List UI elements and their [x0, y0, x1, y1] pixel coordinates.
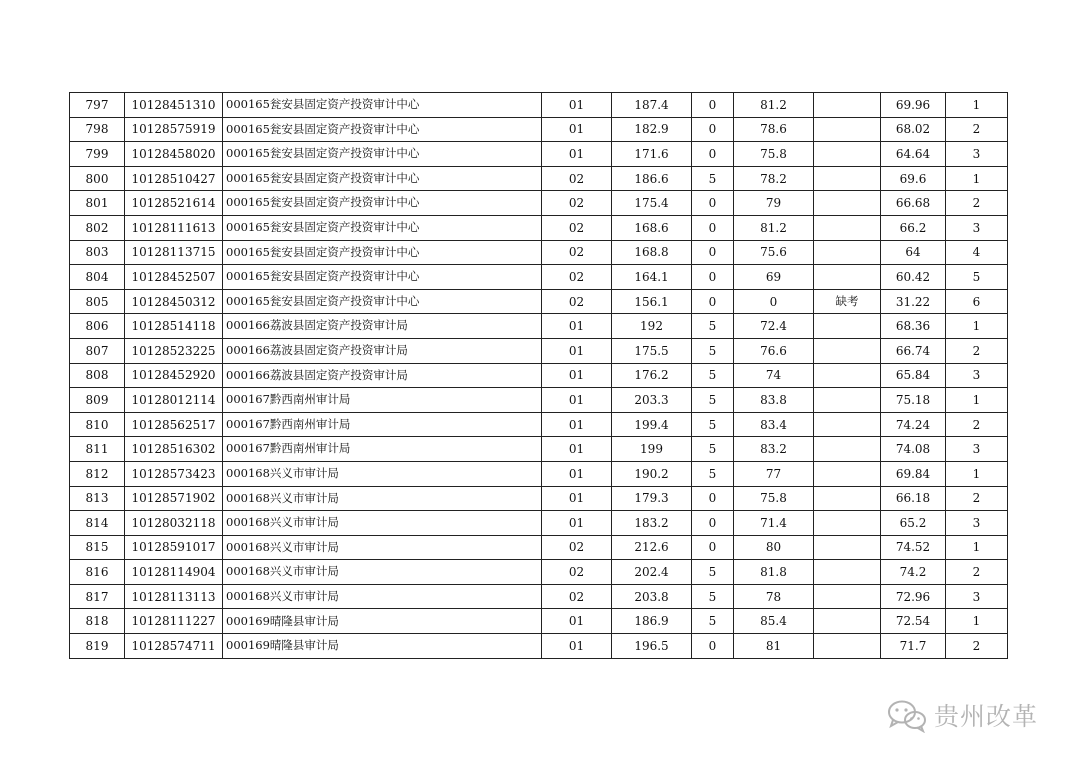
exam-id-cell: 10128451310: [125, 93, 223, 118]
position-code-cell: 01: [542, 93, 612, 118]
written-score-cell: 168.6: [612, 215, 692, 240]
exam-id-cell: 10128450312: [125, 289, 223, 314]
rank-cell: 3: [946, 437, 1008, 462]
unit-cell: 000165瓮安县固定资产投资审计中心: [223, 240, 542, 265]
note-cell: [814, 634, 881, 659]
unit-cell: 000167黔西南州审计局: [223, 437, 542, 462]
unit-cell: 000165瓮安县固定资产投资审计中心: [223, 289, 542, 314]
bonus-cell: 0: [692, 486, 734, 511]
bonus-cell: 0: [692, 535, 734, 560]
rank-cell: 5: [946, 265, 1008, 290]
note-cell: [814, 437, 881, 462]
interview-score-cell: 72.4: [734, 314, 814, 339]
bonus-cell: 5: [692, 388, 734, 413]
note-cell: [814, 215, 881, 240]
serial-cell: 802: [70, 215, 125, 240]
rank-cell: 2: [946, 560, 1008, 585]
total-score-cell: 71.7: [881, 634, 946, 659]
interview-score-cell: 78.6: [734, 117, 814, 142]
written-score-cell: 212.6: [612, 535, 692, 560]
bonus-cell: 5: [692, 584, 734, 609]
position-code-cell: 01: [542, 609, 612, 634]
note-cell: [814, 117, 881, 142]
serial-cell: 811: [70, 437, 125, 462]
bonus-cell: 5: [692, 609, 734, 634]
rank-cell: 3: [946, 584, 1008, 609]
written-score-cell: 186.9: [612, 609, 692, 634]
exam-id-cell: 10128571902: [125, 486, 223, 511]
exam-id-cell: 10128514118: [125, 314, 223, 339]
table-row: [70, 363, 1008, 388]
table-row: [70, 535, 1008, 560]
rank-cell: 3: [946, 215, 1008, 240]
total-score-cell: 74.52: [881, 535, 946, 560]
exam-id-cell: 10128012114: [125, 388, 223, 413]
exam-id-cell: 10128452507: [125, 265, 223, 290]
unit-cell: 000165瓮安县固定资产投资审计中心: [223, 93, 542, 118]
written-score-cell: 186.6: [612, 166, 692, 191]
serial-cell: 806: [70, 314, 125, 339]
exam-id-cell: 10128111613: [125, 215, 223, 240]
table-row: [70, 289, 1008, 314]
exam-id-cell: 10128516302: [125, 437, 223, 462]
position-code-cell: 01: [542, 461, 612, 486]
serial-cell: 815: [70, 535, 125, 560]
exam-id-cell: 10128591017: [125, 535, 223, 560]
position-code-cell: 02: [542, 535, 612, 560]
bonus-cell: 0: [692, 191, 734, 216]
score-table: [69, 92, 1008, 659]
interview-score-cell: 85.4: [734, 609, 814, 634]
table-row: [70, 560, 1008, 585]
position-code-cell: 02: [542, 584, 612, 609]
exam-id-cell: 10128510427: [125, 166, 223, 191]
table-row: [70, 461, 1008, 486]
bonus-cell: 5: [692, 338, 734, 363]
exam-id-cell: 10128521614: [125, 191, 223, 216]
interview-score-cell: 81.8: [734, 560, 814, 585]
total-score-cell: 68.02: [881, 117, 946, 142]
position-code-cell: 01: [542, 437, 612, 462]
note-cell: [814, 535, 881, 560]
rank-cell: 3: [946, 363, 1008, 388]
total-score-cell: 65.84: [881, 363, 946, 388]
written-score-cell: 171.6: [612, 142, 692, 167]
unit-cell: 000168兴义市审计局: [223, 486, 542, 511]
table-row: [70, 511, 1008, 536]
exam-id-cell: 10128113715: [125, 240, 223, 265]
position-code-cell: 02: [542, 289, 612, 314]
note-cell: [814, 240, 881, 265]
unit-cell: 000166荔波县固定资产投资审计局: [223, 338, 542, 363]
table-row: [70, 265, 1008, 290]
bonus-cell: 0: [692, 289, 734, 314]
note-cell: [814, 265, 881, 290]
interview-score-cell: 83.2: [734, 437, 814, 462]
interview-score-cell: 71.4: [734, 511, 814, 536]
bonus-cell: 5: [692, 461, 734, 486]
note-cell: [814, 584, 881, 609]
total-score-cell: 74.24: [881, 412, 946, 437]
position-code-cell: 01: [542, 388, 612, 413]
note-cell: [814, 338, 881, 363]
written-score-cell: 168.8: [612, 240, 692, 265]
written-score-cell: 175.5: [612, 338, 692, 363]
bonus-cell: 5: [692, 437, 734, 462]
table-row: [70, 93, 1008, 118]
written-score-cell: 199: [612, 437, 692, 462]
watermark: [886, 698, 1038, 734]
position-code-cell: 02: [542, 560, 612, 585]
position-code-cell: 02: [542, 191, 612, 216]
total-score-cell: 72.96: [881, 584, 946, 609]
unit-cell: 000165瓮安县固定资产投资审计中心: [223, 166, 542, 191]
note-cell: [814, 560, 881, 585]
written-score-cell: 179.3: [612, 486, 692, 511]
exam-id-cell: 10128562517: [125, 412, 223, 437]
unit-cell: 000166荔波县固定资产投资审计局: [223, 363, 542, 388]
written-score-cell: 190.2: [612, 461, 692, 486]
position-code-cell: 01: [542, 117, 612, 142]
position-code-cell: 01: [542, 511, 612, 536]
note-cell: [814, 93, 881, 118]
note-cell: [814, 511, 881, 536]
rank-cell: 2: [946, 634, 1008, 659]
wechat-icon: [886, 699, 928, 733]
interview-score-cell: 78.2: [734, 166, 814, 191]
interview-score-cell: 81: [734, 634, 814, 659]
table-row: [70, 437, 1008, 462]
note-cell: 缺考: [814, 289, 881, 314]
total-score-cell: 69.6: [881, 166, 946, 191]
interview-score-cell: 74: [734, 363, 814, 388]
rank-cell: 2: [946, 191, 1008, 216]
rank-cell: 2: [946, 117, 1008, 142]
exam-id-cell: 10128458020: [125, 142, 223, 167]
unit-cell: 000168兴义市审计局: [223, 461, 542, 486]
table-row: [70, 388, 1008, 413]
total-score-cell: 74.08: [881, 437, 946, 462]
serial-cell: 807: [70, 338, 125, 363]
unit-cell: 000165瓮安县固定资产投资审计中心: [223, 191, 542, 216]
rank-cell: 2: [946, 338, 1008, 363]
table-row: [70, 634, 1008, 659]
note-cell: [814, 142, 881, 167]
total-score-cell: 75.18: [881, 388, 946, 413]
serial-cell: 813: [70, 486, 125, 511]
interview-score-cell: 81.2: [734, 215, 814, 240]
written-score-cell: 187.4: [612, 93, 692, 118]
exam-id-cell: 10128574711: [125, 634, 223, 659]
unit-cell: 000169晴隆县审计局: [223, 634, 542, 659]
table-row: [70, 338, 1008, 363]
unit-cell: 000169晴隆县审计局: [223, 609, 542, 634]
position-code-cell: 01: [542, 363, 612, 388]
rank-cell: 4: [946, 240, 1008, 265]
total-score-cell: 69.84: [881, 461, 946, 486]
serial-cell: 817: [70, 584, 125, 609]
table-row: [70, 314, 1008, 339]
unit-cell: 000165瓮安县固定资产投资审计中心: [223, 215, 542, 240]
total-score-cell: 66.18: [881, 486, 946, 511]
interview-score-cell: 77: [734, 461, 814, 486]
rank-cell: 1: [946, 93, 1008, 118]
serial-cell: 798: [70, 117, 125, 142]
total-score-cell: 68.36: [881, 314, 946, 339]
interview-score-cell: 76.6: [734, 338, 814, 363]
serial-cell: 812: [70, 461, 125, 486]
serial-cell: 819: [70, 634, 125, 659]
exam-id-cell: 10128113113: [125, 584, 223, 609]
note-cell: [814, 412, 881, 437]
serial-cell: 804: [70, 265, 125, 290]
serial-cell: 799: [70, 142, 125, 167]
unit-cell: 000165瓮安县固定资产投资审计中心: [223, 117, 542, 142]
serial-cell: 809: [70, 388, 125, 413]
unit-cell: 000165瓮安县固定资产投资审计中心: [223, 265, 542, 290]
interview-score-cell: 75.8: [734, 486, 814, 511]
table-row: [70, 142, 1008, 167]
serial-cell: 816: [70, 560, 125, 585]
rank-cell: 3: [946, 142, 1008, 167]
written-score-cell: 199.4: [612, 412, 692, 437]
total-score-cell: 66.74: [881, 338, 946, 363]
position-code-cell: 02: [542, 215, 612, 240]
serial-cell: 810: [70, 412, 125, 437]
written-score-cell: 156.1: [612, 289, 692, 314]
note-cell: [814, 314, 881, 339]
bonus-cell: 0: [692, 93, 734, 118]
rank-cell: 1: [946, 314, 1008, 339]
rank-cell: 6: [946, 289, 1008, 314]
interview-score-cell: 79: [734, 191, 814, 216]
note-cell: [814, 486, 881, 511]
bonus-cell: 0: [692, 215, 734, 240]
written-score-cell: 203.8: [612, 584, 692, 609]
written-score-cell: 183.2: [612, 511, 692, 536]
unit-cell: 000167黔西南州审计局: [223, 412, 542, 437]
total-score-cell: 72.54: [881, 609, 946, 634]
rank-cell: 1: [946, 388, 1008, 413]
rank-cell: 1: [946, 461, 1008, 486]
exam-id-cell: 10128032118: [125, 511, 223, 536]
written-score-cell: 164.1: [612, 265, 692, 290]
bonus-cell: 0: [692, 265, 734, 290]
note-cell: [814, 609, 881, 634]
bonus-cell: 5: [692, 412, 734, 437]
bonus-cell: 5: [692, 363, 734, 388]
written-score-cell: 196.5: [612, 634, 692, 659]
rank-cell: 3: [946, 511, 1008, 536]
position-code-cell: 01: [542, 634, 612, 659]
note-cell: [814, 388, 881, 413]
table-row: [70, 166, 1008, 191]
table-row: [70, 191, 1008, 216]
written-score-cell: 192: [612, 314, 692, 339]
interview-score-cell: 83.4: [734, 412, 814, 437]
serial-cell: 800: [70, 166, 125, 191]
interview-score-cell: 75.6: [734, 240, 814, 265]
table-row: [70, 215, 1008, 240]
serial-cell: 818: [70, 609, 125, 634]
interview-score-cell: 69: [734, 265, 814, 290]
total-score-cell: 64: [881, 240, 946, 265]
exam-id-cell: 10128114904: [125, 560, 223, 585]
total-score-cell: 64.64: [881, 142, 946, 167]
note-cell: [814, 166, 881, 191]
serial-cell: 814: [70, 511, 125, 536]
serial-cell: 801: [70, 191, 125, 216]
interview-score-cell: 81.2: [734, 93, 814, 118]
rank-cell: 1: [946, 609, 1008, 634]
unit-cell: 000168兴义市审计局: [223, 511, 542, 536]
interview-score-cell: 78: [734, 584, 814, 609]
position-code-cell: 01: [542, 486, 612, 511]
exam-id-cell: 10128452920: [125, 363, 223, 388]
rank-cell: 2: [946, 412, 1008, 437]
unit-cell: 000165瓮安县固定资产投资审计中心: [223, 142, 542, 167]
interview-score-cell: 83.8: [734, 388, 814, 413]
unit-cell: 000168兴义市审计局: [223, 584, 542, 609]
table-row: [70, 609, 1008, 634]
unit-cell: 000167黔西南州审计局: [223, 388, 542, 413]
unit-cell: 000166荔波县固定资产投资审计局: [223, 314, 542, 339]
total-score-cell: 66.2: [881, 215, 946, 240]
exam-id-cell: 10128573423: [125, 461, 223, 486]
rank-cell: 2: [946, 486, 1008, 511]
exam-id-cell: 10128111227: [125, 609, 223, 634]
table-row: [70, 412, 1008, 437]
watermark-text: 贵州改革: [934, 701, 1039, 731]
note-cell: [814, 191, 881, 216]
bonus-cell: 5: [692, 560, 734, 585]
table-row: [70, 584, 1008, 609]
interview-score-cell: 75.8: [734, 142, 814, 167]
table-row: [70, 240, 1008, 265]
bonus-cell: 0: [692, 511, 734, 536]
serial-cell: 808: [70, 363, 125, 388]
total-score-cell: 69.96: [881, 93, 946, 118]
exam-id-cell: 10128523225: [125, 338, 223, 363]
position-code-cell: 01: [542, 338, 612, 363]
position-code-cell: 01: [542, 142, 612, 167]
total-score-cell: 65.2: [881, 511, 946, 536]
exam-id-cell: 10128575919: [125, 117, 223, 142]
table-row: [70, 486, 1008, 511]
position-code-cell: 02: [542, 240, 612, 265]
written-score-cell: 176.2: [612, 363, 692, 388]
written-score-cell: 175.4: [612, 191, 692, 216]
total-score-cell: 31.22: [881, 289, 946, 314]
bonus-cell: 5: [692, 166, 734, 191]
bonus-cell: 0: [692, 240, 734, 265]
written-score-cell: 203.3: [612, 388, 692, 413]
table-row: [70, 117, 1008, 142]
position-code-cell: 01: [542, 314, 612, 339]
note-cell: [814, 461, 881, 486]
serial-cell: 803: [70, 240, 125, 265]
written-score-cell: 182.9: [612, 117, 692, 142]
bonus-cell: 0: [692, 634, 734, 659]
unit-cell: 000168兴义市审计局: [223, 560, 542, 585]
bonus-cell: 5: [692, 314, 734, 339]
note-cell: [814, 363, 881, 388]
position-code-cell: 02: [542, 265, 612, 290]
written-score-cell: 202.4: [612, 560, 692, 585]
rank-cell: 1: [946, 535, 1008, 560]
serial-cell: 797: [70, 93, 125, 118]
position-code-cell: 01: [542, 412, 612, 437]
bonus-cell: 0: [692, 117, 734, 142]
total-score-cell: 74.2: [881, 560, 946, 585]
total-score-cell: 66.68: [881, 191, 946, 216]
position-code-cell: 02: [542, 166, 612, 191]
interview-score-cell: 0: [734, 289, 814, 314]
serial-cell: 805: [70, 289, 125, 314]
unit-cell: 000168兴义市审计局: [223, 535, 542, 560]
interview-score-cell: 80: [734, 535, 814, 560]
total-score-cell: 60.42: [881, 265, 946, 290]
rank-cell: 1: [946, 166, 1008, 191]
bonus-cell: 0: [692, 142, 734, 167]
